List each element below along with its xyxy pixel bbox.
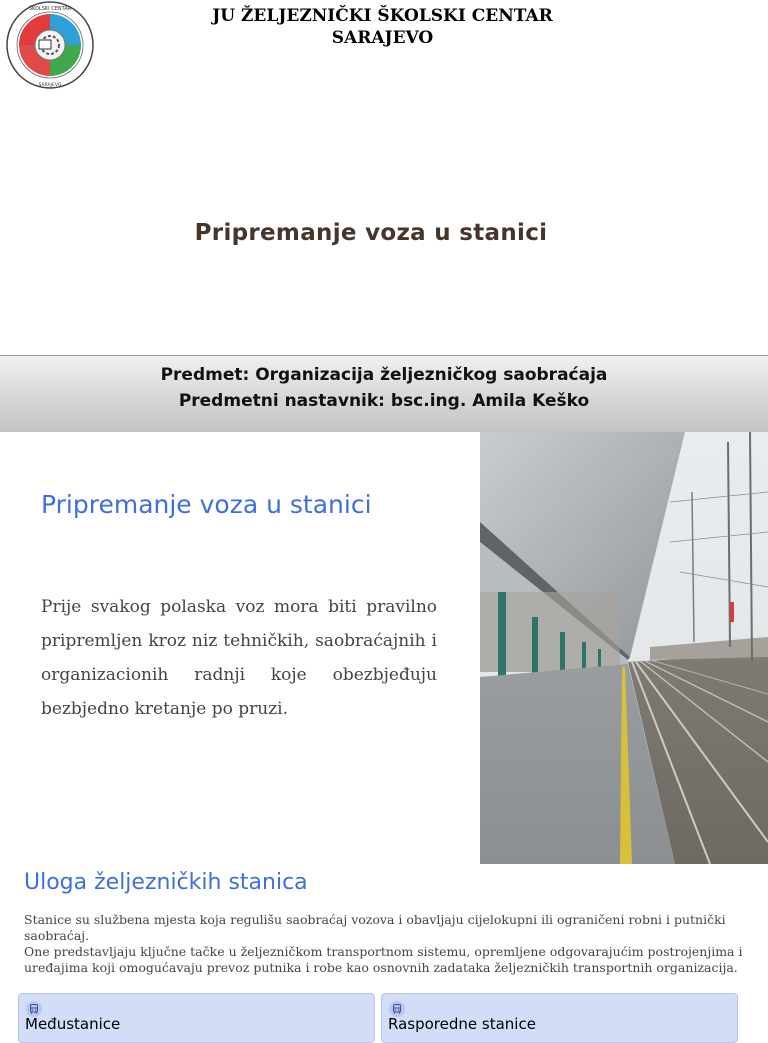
subject-label: Predmet: Organizacija željezničkog saobraćaja (160, 365, 608, 385)
subject-band (0, 355, 768, 432)
role-text-line-1: Stanice su službena mjesta koja regulišu saobraćaj vozova i obavljaju cijelokupni ili ograničeni robni i putnički saobraćaj. (24, 912, 726, 943)
intro-text: Prije svakog polaska voz mora biti pravilno pripremljen kroz niz tehničkih, saobraćajnih i organizacionih radnji koje obezbjeđuju bezbjedno kretanje po pruzi. (41, 597, 437, 719)
role-text-line-2: One predstavljaju ključne tačke u željezničkom transportnom sistemu, opremljene odgovarajućim postrojenjima i uređajima koji omogućavaju prevoz putnika i robe kao osnovnih zadataka željezničkih transportnih organizacija. (24, 944, 743, 975)
school-name-line-2: SARAJEVO (331, 28, 434, 48)
header (0, 0, 768, 95)
card-medjustanice[interactable] (18, 993, 375, 1043)
svg-text:SARAJEVO: SARAJEVO (38, 83, 62, 88)
role-text (24, 912, 744, 976)
card-label: Međustanice (25, 1015, 121, 1033)
card-label: Rasporedne stanice (388, 1015, 536, 1033)
station-platform-photo (480, 432, 768, 864)
school-name-line-1: JU ŽELJEZNIČKI ŠKOLSKI CENTAR (212, 6, 553, 26)
role-heading: Uloga željezničkih stanica (24, 870, 308, 895)
intro-heading: Pripremanje voza u stanici (41, 490, 372, 519)
teacher-label: Predmetni nastavnik: bsc.ing. Amila Keško (178, 391, 590, 411)
presentation-title: Pripremanje voza u stanici (194, 220, 548, 246)
school-name (190, 5, 575, 49)
school-logo (3, 0, 97, 90)
svg-text:ŠKOLSKI CENTAR: ŠKOLSKI CENTAR (28, 6, 72, 12)
card-rasporedne-stanice[interactable] (381, 993, 738, 1043)
